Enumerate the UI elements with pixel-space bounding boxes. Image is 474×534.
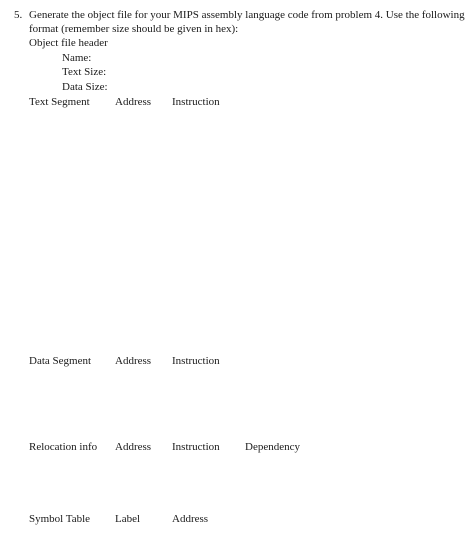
question-number: 5.	[14, 9, 23, 21]
relocation-dependency-header: Dependency	[245, 441, 300, 453]
question-text-line-2: format (remember size should be given in hex):	[29, 23, 239, 35]
header-data-size-label: Data Size:	[62, 81, 108, 93]
symbol-table-address-header: Address	[172, 513, 209, 525]
data-segment-address-header: Address	[115, 355, 152, 367]
question-text-line-1: Generate the object file for your MIPS assembly language code from problem 4. Use the following	[29, 9, 465, 21]
text-segment-instruction-header: Instruction	[172, 96, 220, 108]
relocation-info-title: Relocation info	[29, 441, 98, 453]
relocation-instruction-header: Instruction	[172, 441, 220, 453]
header-name-label: Name:	[62, 52, 92, 64]
header-text-size-label: Text Size:	[62, 66, 107, 78]
data-segment-instruction-header: Instruction	[172, 355, 220, 367]
data-segment-title: Data Segment	[29, 355, 92, 367]
relocation-address-header: Address	[115, 441, 152, 453]
symbol-table-title: Symbol Table	[29, 513, 91, 525]
object-file-header-title: Object file header	[29, 37, 108, 49]
text-segment-address-header: Address	[115, 96, 152, 108]
symbol-table-label-header: Label	[115, 513, 141, 525]
text-segment-title: Text Segment	[29, 96, 90, 108]
